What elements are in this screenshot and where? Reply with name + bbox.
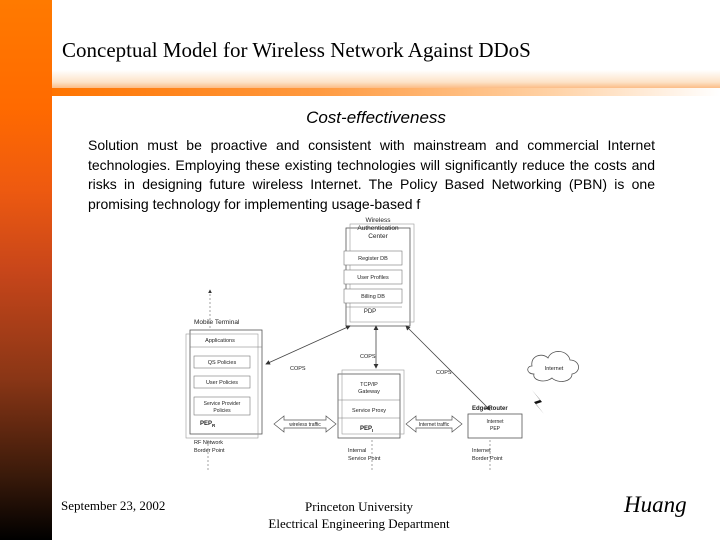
- rf-border-label-1: RF Network: [194, 440, 224, 446]
- pdp-label: PDP: [363, 309, 377, 315]
- wireless-auth-center: [344, 217, 414, 326]
- register-db-label: Register DB: [358, 256, 388, 262]
- qos-policies-label: QS Policies: [207, 360, 237, 366]
- internet-pep-label-2: PEP: [489, 426, 501, 432]
- cops-top-label: COPS: [360, 354, 376, 360]
- cops-left-label: COPS: [290, 366, 306, 372]
- pep-i-label: $PEP_I$: [360, 426, 374, 433]
- sp-border-label-1: Internal: [348, 448, 367, 454]
- cops-right-label: COPS: [436, 370, 452, 376]
- title-underline: [52, 88, 720, 96]
- wac-title-2: Authentication: [357, 225, 399, 232]
- rf-border-label-2: Border Point: [194, 448, 225, 454]
- user-profiles-label: User Profiles: [357, 275, 389, 281]
- wac-title-1: Wireless: [365, 217, 391, 224]
- wireless-traffic-label: wireless traffic: [289, 422, 321, 428]
- internet-pep-label-1: Internet: [486, 419, 504, 425]
- slide-subtitle: Cost-effectiveness: [306, 108, 446, 127]
- tcpip-gateway: [338, 370, 404, 438]
- lightning-bolt-icon: [532, 390, 544, 414]
- applications-label: Applications: [205, 338, 235, 344]
- tcpip-label-1: TCP/IP: [360, 382, 378, 388]
- slide-title: Conceptual Model for Wireless Network Against DDoS: [62, 38, 531, 62]
- mobile-terminal: [186, 319, 262, 438]
- mobile-terminal-label: Mobile Terminal: [194, 319, 240, 326]
- footer-date: September 23, 2002: [61, 498, 166, 513]
- internet-cloud-label: Internet: [544, 366, 564, 372]
- service-proxy-label: Service Proxy: [352, 408, 386, 414]
- wac-title-3: Center: [368, 233, 388, 240]
- edge-router: [468, 406, 522, 438]
- internet-traffic-label: Internet traffic: [418, 422, 450, 428]
- internet-cloud: [528, 351, 579, 381]
- sp-border-label-2: Service Point: [348, 456, 381, 462]
- cops-link-right: [406, 326, 490, 410]
- footer-author: Huang: [624, 492, 687, 517]
- footer-org-line2: Electrical Engineering Department: [268, 516, 450, 531]
- billing-db-label: Billing DB: [361, 294, 385, 300]
- inet-border-label-2: Border Point: [472, 456, 503, 462]
- user-policies-label: User Policies: [205, 380, 239, 386]
- sp-policies-label-2: Policies: [213, 408, 231, 414]
- footer-org-line1: Princeton University: [305, 499, 413, 514]
- network-diagram: [180, 214, 580, 476]
- edge-router-label: Edge Router: [472, 406, 508, 412]
- wireless-traffic-arrow: [274, 416, 336, 432]
- body-paragraph: Solution must be proactive and consistent with mainstream and commercial Internet technologies. Employing these existing technologies will significantly reduce the costs and risks in designing future wireless Internet. The Policy Based Networking (PBN) is one promising technology for implementing usage-based f: [88, 137, 655, 212]
- cops-link-left: [266, 326, 350, 364]
- inet-border-label-1: Internet: [472, 448, 491, 454]
- internet-traffic-arrow: [406, 416, 462, 432]
- tcpip-label-2: Gateway: [358, 389, 380, 395]
- side-accent-bar: [0, 0, 52, 540]
- pep-r-label: $PEP_R$: [200, 421, 216, 428]
- sp-policies-label-1: Service Provider: [203, 401, 241, 407]
- footer-organization: [254, 498, 464, 532]
